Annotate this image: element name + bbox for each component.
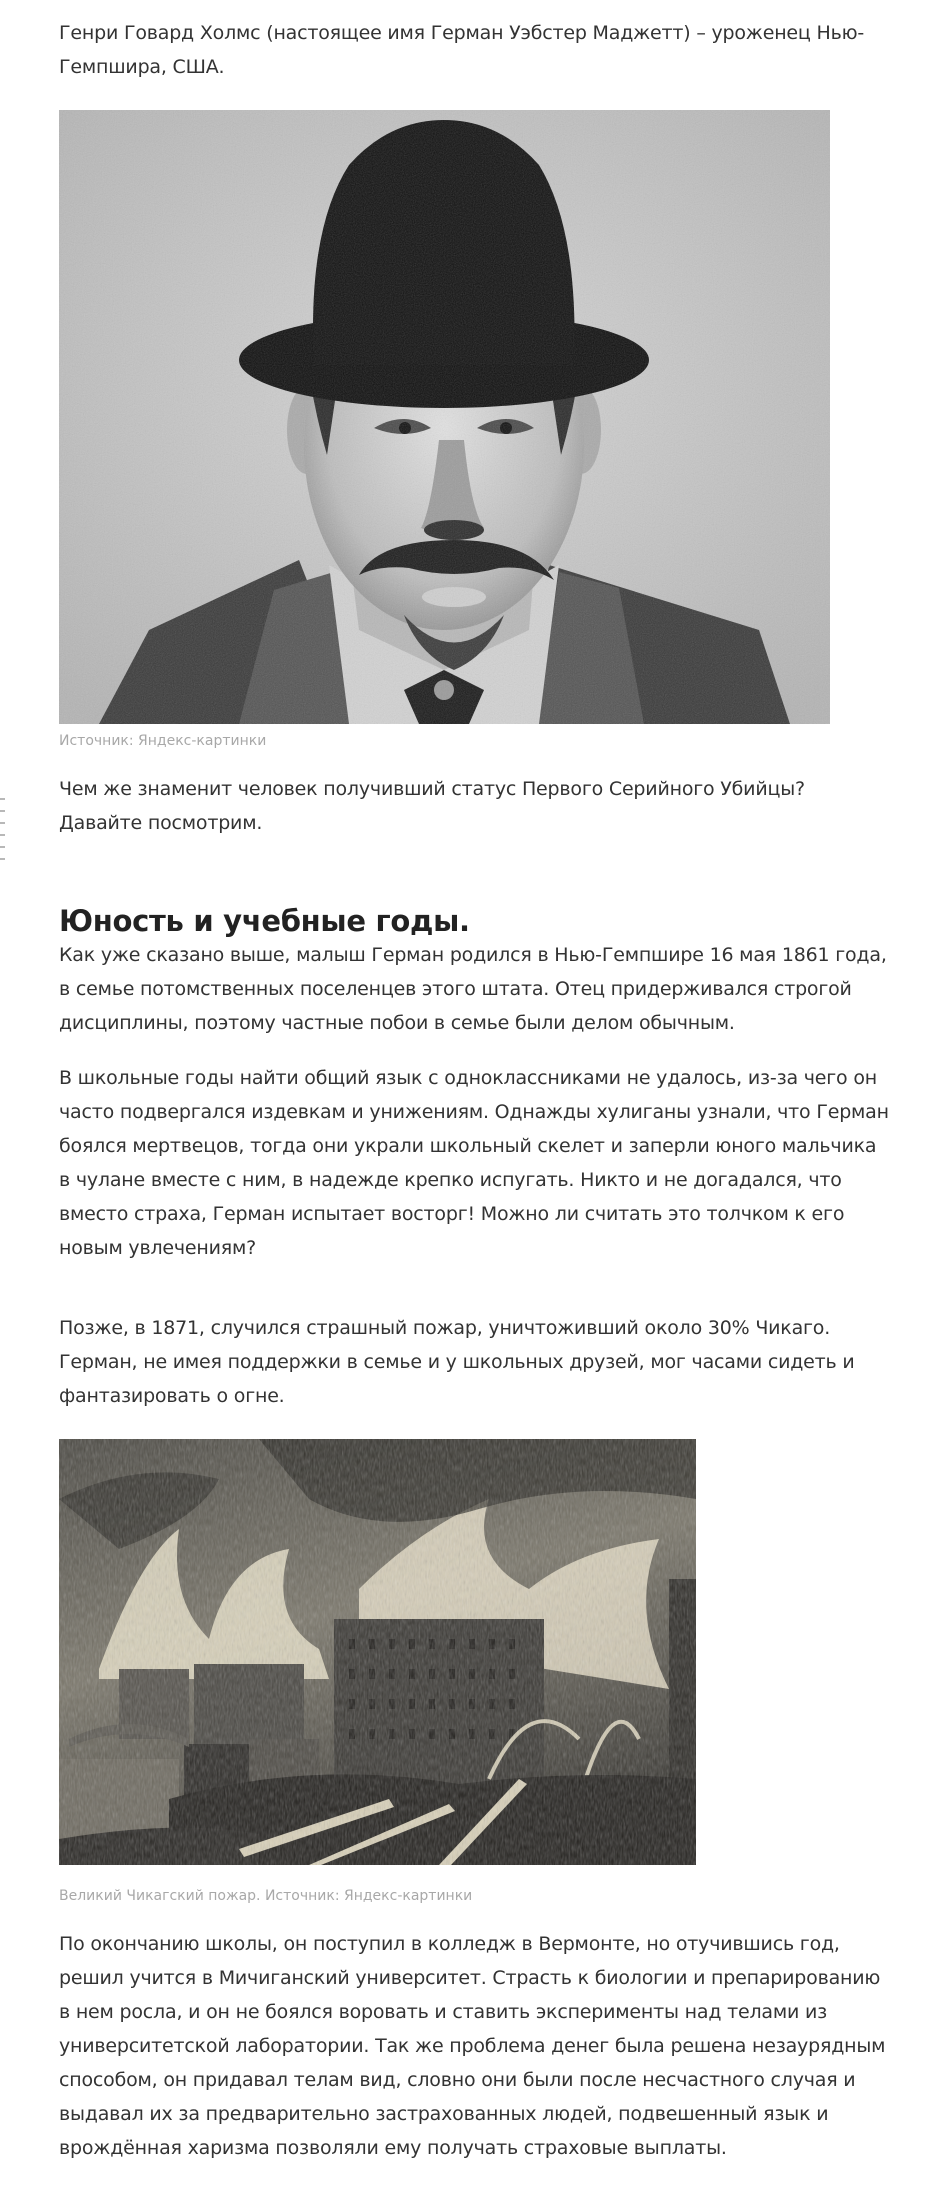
body-paragraph: Как уже сказано выше, малыш Герман родился в Нью-Гемпшире 16 мая 1861 года, в семье потомственных поселенцев этого штата. Отец придерживался строгой дисциплины, поэтому частные побои в семье были делом обычным.: [59, 944, 887, 1034]
section-heading: Юность и учебные годы.: [59, 904, 470, 938]
rail-mark: [0, 846, 5, 848]
side-progress-rail[interactable]: [0, 798, 6, 870]
chicago-fire-image[interactable]: [59, 1439, 696, 1865]
rail-mark: [0, 810, 5, 812]
rail-mark: [0, 834, 5, 836]
body-paragraph: В школьные годы найти общий язык с одноклассниками не удалось, из-за чего он часто подвергался издевкам и унижениям. Однажды хулиганы узнали, что Герман боялся мертвецов, тогда они украли школьный скелет и заперли юного мальчика в чулане вместе с ним, в надежде крепко испугать. Никто и не догадался, что вместо страха, Герман испытает восторг! Можно ли считать это толчком к его новым увлечениям?: [59, 1067, 889, 1259]
body-paragraph: Позже, в 1871, случился страшный пожар, уничтоживший около 30% Чикаго. Герман, не имея поддержки в семье и у школьных друзей, мог часами сидеть и фантазировать о огне.: [59, 1317, 855, 1407]
rail-mark: [0, 798, 5, 800]
intro-paragraph: Генри Говард Холмс (настоящее имя Герман Уэбстер Маджетт) – уроженец Нью-Гемпшира, США.: [59, 22, 865, 78]
portrait-illustration: [59, 110, 830, 724]
rail-mark: [0, 822, 5, 824]
rail-mark: [0, 858, 5, 860]
question-paragraph: Чем же знаменит человек получивший статус Первого Серийного Убийцы? Давайте посмотрим.: [59, 778, 805, 834]
fire-image-caption: Великий Чикагский пожар. Источник: Яндекс-картинки: [59, 1888, 473, 1904]
body-paragraph: По окончанию школы, он поступил в колледж в Вермонте, но отучившись год, решил учится в Мичиганский университет. Страсть к биологии и препарированию в нем росла, и он не боялся воровать и ставить эксперименты над телами из университетской лаборатории. Так же проблема денег была решена незаурядным способом, он придавал телам вид, словно они были после несчастного случая и выдавал их за предварительно застрахованных людей, подвешенный язык и врождённая харизма позволяли ему получать страховые выплаты.: [59, 1933, 886, 2159]
portrait-image[interactable]: [59, 110, 830, 724]
portrait-caption: Источник: Яндекс-картинки: [59, 733, 267, 749]
chicago-fire-illustration: [59, 1439, 696, 1865]
